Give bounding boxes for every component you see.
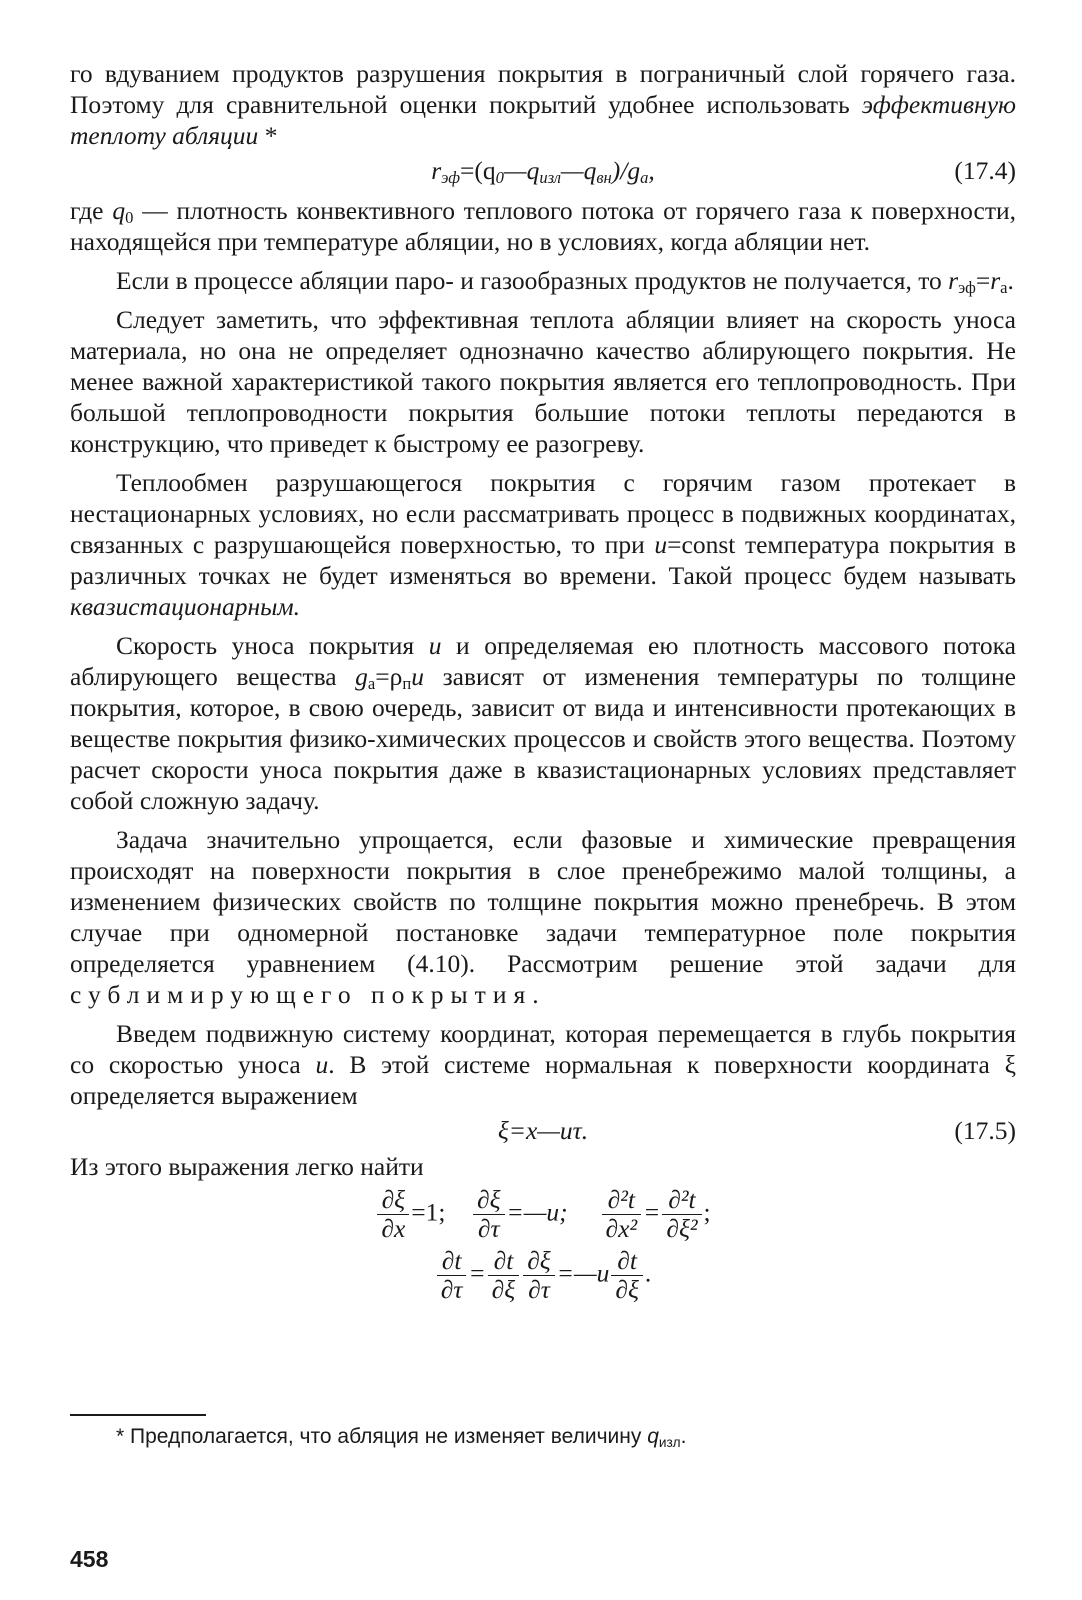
formula-17-5: ξ=x—uτ. (17.5) [497, 1116, 1016, 1145]
footnote: * Предполагается, что абляция не изменяет величину $q_{изл}$. [116, 1425, 687, 1450]
term-effective-heat: эффективную теплоту абляции [70, 90, 1017, 150]
footnote-divider [70, 1414, 206, 1416]
spaced-term: сублимирующего покрытия. [70, 980, 546, 1009]
derivative-equations-2: $\frac{\partial t}{\partial\tau}$ = $\frac{\partial t}{\partial\xi}$ $\frac{\partial\xi}{\partial\tau}$ =—u $\frac{\partial t}{\partial\xi}$ . [70, 1247, 1016, 1304]
paragraph-continued: го вдуванием продуктов разрушения покрытия в пограничный слой горячего газа. Поэтому для сравнительной оценки покрытий удобнее использовать эффективную теплоту абляции * [70, 59, 1017, 150]
equation-number: (17.5) [954, 1116, 1016, 1145]
paragraph: Следует заметить, что эффективная теплота абляции влияет на скорость уноса материала, но она не определяет однозначно качество аблирующего покрытия. Не менее важной характеристикой такого покрытия является его теплопроводность. При большой теплопроводности покрытия большие потоки теплоты передаются в конструкцию, что приведет к быстрому ее разогреву. [70, 305, 1016, 458]
formula-17-4: $r_{эф}=(q_0—q_{изл}—q_{вн})/g_а$, (17.4) [431, 156, 1016, 187]
derivative-equations-1: $\frac{\partial\xi}{\partial x}$ =1; $\frac{\partial\xi}{\partial\tau}$ =—u; $\frac{\text{∂²t}}{\text{∂x²}}$ = $\frac{\text{∂²t}}{\text{∂ξ²}}$ ; [70, 1186, 1016, 1243]
term-quasistationary: квазистационарным. [70, 592, 301, 621]
paragraph: Скорость уноса покрытия u и определяемая ею плотность массового потока аблирующего вещества $g_а=\rho_пu$ зависят от изменения температуры по толщине покрытия, которое, в свою очередь, зависит от вида и интенсивности протекающих в веществе покрытия физико-химических процессов и свойств этого вещества. Поэтому расчет скорости уноса покрытия даже в квазистационарных условиях представляет собой сложную задачу. [70, 631, 1016, 815]
page-number: 458 [70, 1546, 109, 1572]
paragraph: Если в процессе абляции паро- и газообразных продуктов не получается, то $r_{эф}=r_а$. [116, 266, 1014, 297]
paragraph: Теплообмен разрушающегося покрытия с горячим газом протекает в нестационарных условиях, но если рассматривать процесс в подвижных координатах, связанных с разрушающейся поверхностью, то при u=const температура покрытия в различных точках не будет изменяться во времени. Такой процесс будем называть квазистационарным. [70, 468, 1016, 621]
paragraph: Из этого выражения легко найти [70, 1152, 424, 1181]
main-text [70, 58, 1016, 1308]
paragraph: Введем подвижную систему координат, которая перемещается в глубь покрытия со скоростью уноса u. В этой системе нормальная к поверхности координата ξ определяется выражением [70, 1019, 1016, 1110]
paragraph: Задача значительно упрощается, если фазовые и химические превращения происходят на поверхности покрытия в слое пренебрежимо малой толщины, а изменением физических свойств по толщине покрытия можно пренебречь. В этом случае при одномерной постановке задачи температурное поле покрытия определяется уравнением (4.10). Рассмотрим решение этой задачи для сублимирующего покрытия. [70, 825, 1016, 1009]
paragraph-where: где $q_0$ — плотность конвективного теплового потока от горячего газа к поверхности, находящейся при температуре абляции, но в условиях, когда абляции нет. [70, 196, 1017, 256]
equation-number: (17.4) [954, 156, 1016, 185]
